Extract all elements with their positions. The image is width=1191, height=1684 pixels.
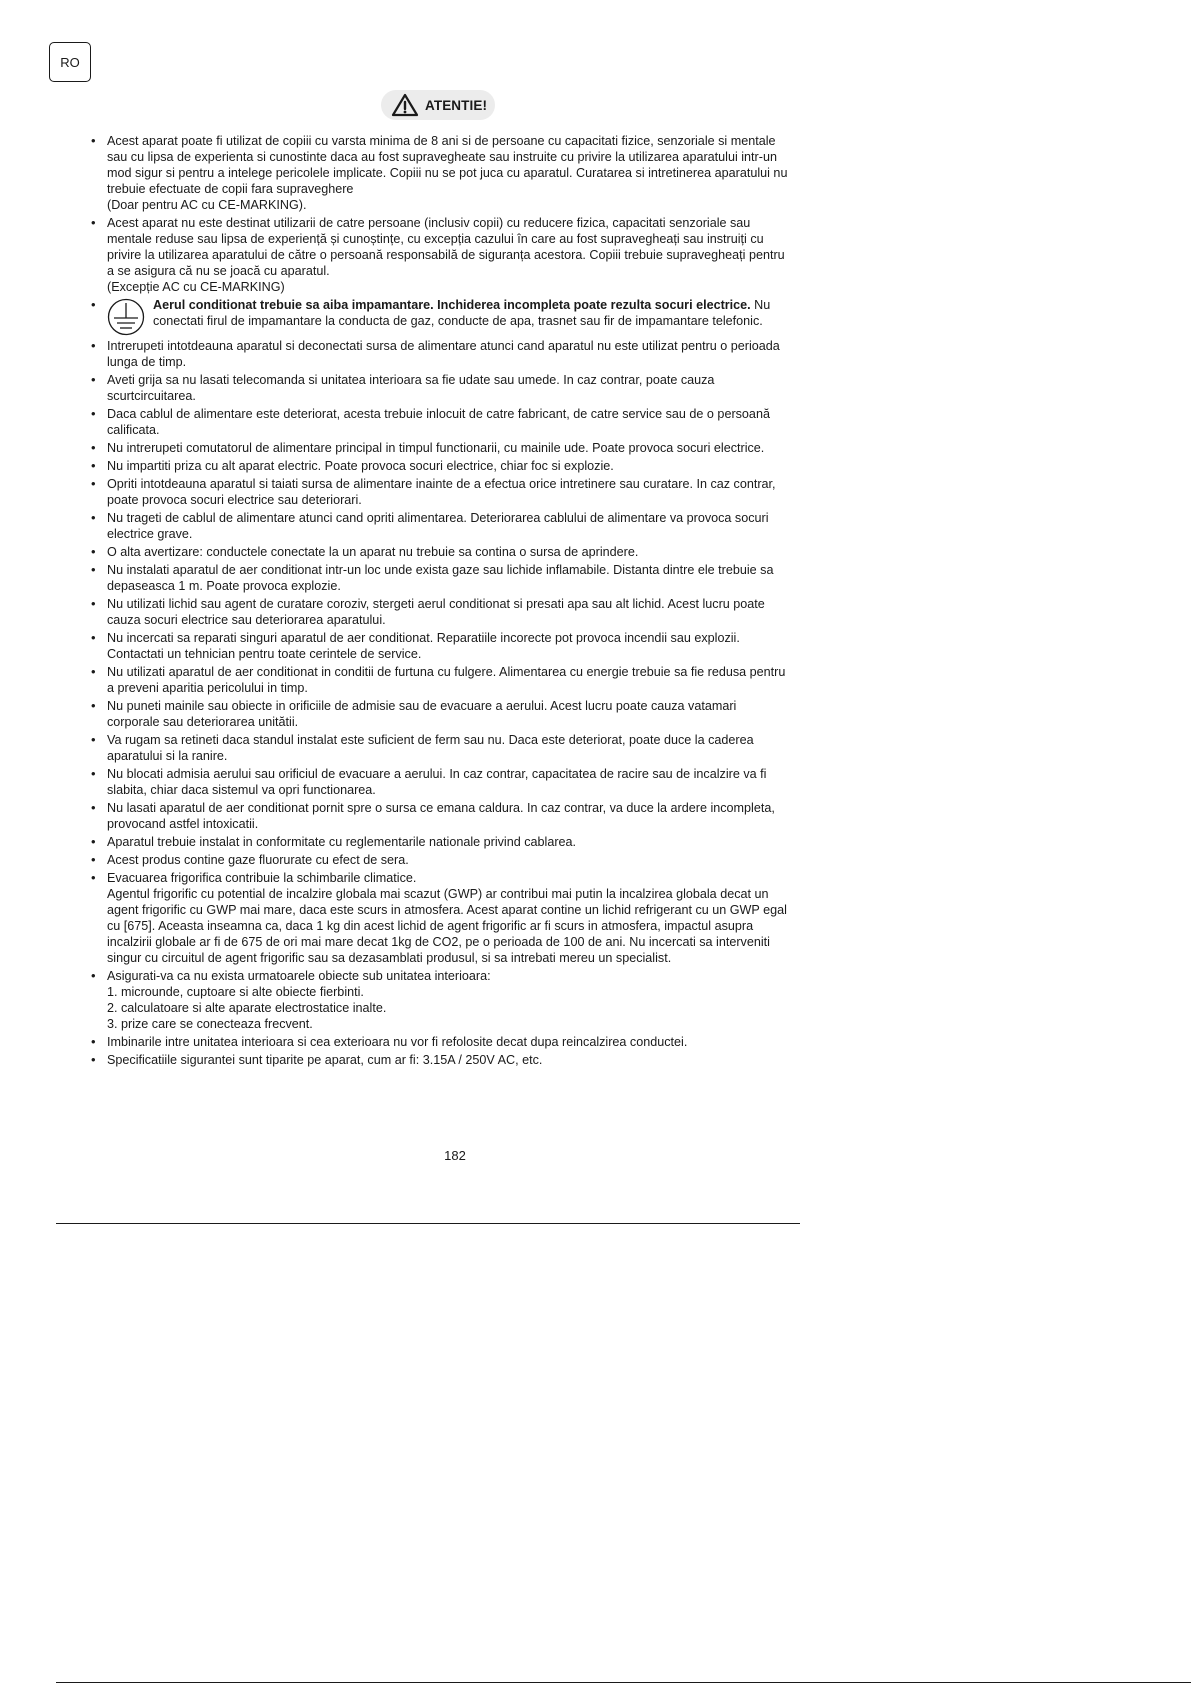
item-text: O alta avertizare: conductele conectate la un aparat nu trebuie sa contina o sursa de aprindere.: [107, 545, 639, 559]
list-item: [90, 630, 790, 662]
page-number: 182: [444, 1148, 466, 1163]
list-item-grounding: [90, 297, 790, 336]
list-item: [90, 544, 790, 560]
item-text-grounding: [153, 297, 790, 329]
warning-title: ATENTIE!: [425, 97, 488, 113]
item-text: Evacuarea frigorifica contribuie la schimbarile climatice.: [107, 871, 417, 885]
list-item: [90, 852, 790, 868]
list-item: [90, 406, 790, 438]
list-item: [90, 834, 790, 850]
list-item: [90, 133, 790, 213]
language-badge: [49, 42, 91, 82]
item-note: (Excepție AC cu CE-MARKING): [107, 280, 285, 294]
page-bottom-divider: [56, 1682, 1191, 1683]
list-item: [90, 215, 790, 295]
item-text: Nu utilizati lichid sau agent de curatare coroziv, stergeti aerul conditionat si presati apa sau alt lichid. Acest lucru poate cauza socuri electrice sau deteriorarea aparatului.: [107, 597, 765, 627]
item-note: (Doar pentru AC cu CE-MARKING).: [107, 198, 307, 212]
item-text: Opriti intotdeauna aparatul si taiati sursa de alimentare inainte de a efectua orice intretinere sau curatare. In caz contrar, poate provoca socuri electrice sau deteriorari.: [107, 477, 776, 507]
item-text: Aveti grija sa nu lasati telecomanda si unitatea interioara sa fie udate sau umede. In caz contrar, poate cauza scurtcircuitarea.: [107, 373, 715, 403]
list-item: [90, 766, 790, 798]
grounding-warning-bold: Aerul conditionat trebuie sa aiba impamantare. Inchiderea incompleta poate rezulta socuri electrice.: [153, 298, 751, 312]
list-item: [90, 458, 790, 474]
item-text: Nu utilizati aparatul de aer conditionat in conditii de furtuna cu fulgere. Alimentarea cu energie trebuie sa fie redusa pentru a preveni aparitia pericolului in timp.: [107, 665, 786, 695]
item-text: Imbinarile intre unitatea interioara si cea exterioara nu vor fi refolosite decat dupa reincalzirea conductei.: [107, 1035, 688, 1049]
item-text: Nu intrerupeti comutatorul de alimentare principal in timpul functionarii, cu mainile ude. Poate provoca socuri electrice.: [107, 441, 765, 455]
list-item: [90, 698, 790, 730]
instruction-list: [90, 133, 790, 1068]
item-text: Asigurati-va ca nu exista urmatoarele obiecte sub unitatea interioara:: [107, 969, 491, 983]
item-text: Nu instalati aparatul de aer conditionat intr-un loc unde exista gaze sau lichide inflamabile. Distanta dintre ele trebuie sa depaseasca 1 m. Poate provoca explozie.: [107, 563, 774, 593]
warning-header: [381, 90, 495, 120]
list-item: [90, 510, 790, 542]
list-item: [90, 870, 790, 966]
sub-item: 3. prize care se conecteaza frecvent.: [107, 1017, 313, 1031]
item-text: Nu puneti mainile sau obiecte in orificiile de admisie sau de evacuare a aerului. Acest lucru poate cauza vatamari corporale sau deteriorarea unitătii.: [107, 699, 737, 729]
language-code: RO: [60, 54, 80, 70]
list-item: [90, 800, 790, 832]
sub-item: 1. microunde, cuptoare si alte obiecte fierbinti.: [107, 985, 364, 999]
item-text: Nu trageti de cablul de alimentare atunci cand opriti alimentarea. Deteriorarea cablului de alimentare va provoca socuri electrice grave.: [107, 511, 769, 541]
safety-instructions: [90, 133, 790, 1070]
item-text: Va rugam sa retineti daca standul instalat este suficient de ferm sau nu. Daca este deteriorat, poate duce la caderea aparatului si la ranire.: [107, 733, 754, 763]
list-item: [90, 664, 790, 696]
sub-item: 2. calculatoare si alte aparate electrostatice inalte.: [107, 1001, 387, 1015]
list-item: [90, 372, 790, 404]
list-item: [90, 476, 790, 508]
item-text: Acest produs contine gaze fluorurate cu efect de sera.: [107, 853, 409, 867]
item-text: Nu blocati admisia aerului sau orificiul de evacuare a aerului. In caz contrar, capacitatea de racire sau de incalzire va fi slabita, chiar daca sistemul va opri functionarea.: [107, 767, 767, 797]
list-item: [90, 596, 790, 628]
item-text: Intrerupeti intotdeauna aparatul si deconectati sursa de alimentare atunci cand aparatul nu este utilizat pentru o perioada lunga de timp.: [107, 339, 780, 369]
item-text: Daca cablul de alimentare este deteriorat, acesta trebuie inlocuit de catre fabricant, de catre service sau de o persoană calificata.: [107, 407, 770, 437]
earth-ground-icon: [107, 298, 145, 336]
item-note: Agentul frigorific cu potential de incalzire globala mai scazut (GWP) ar contribui mai putin la incalzirea globala decat un agent frigorific cu GWP mai mare, daca este scurs in atmosfera. Acest aparat contine un lichid refrigerant cu un GWP egal cu [675]. Aceasta inseamna ca, daca 1 kg din acest lichid de agent frigorific ar fi scurs in atmosfera, impactul asupra incalzirii globale ar fi de 675 de ori mai mare decat 1kg de CO2, pe o perioada de 100 de ani. Nu incercati sa interveniti singur cu circuitul de agent frigorific sau sa dezasamblati produsul, si sa intrebati mereu un specialist.: [107, 887, 787, 965]
item-text: Acest aparat nu este destinat utilizarii de catre persoane (inclusiv copii) cu reducere fizica, capacitati senzoriale sau mentale reduse sau lipsa de experiență și cunoștințe, cu excepția cazului în care au fost supravegheați sau instruiți cu privire la utilizarea aparatului de către o persoană responsabilă de siguranța acestora. Copiii trebuie supravegheați pentru a se asigura că nu se joacă cu aparatul.: [107, 216, 785, 278]
item-text: Aparatul trebuie instalat in conformitate cu reglementarile nationale privind cablarea.: [107, 835, 577, 849]
list-item: [90, 1052, 790, 1068]
item-text: Nu incercati sa reparati singuri aparatul de aer conditionat. Reparatiile incorecte pot provoca incendii sau explozii. Contactati un tehnician pentru toate cerintele de service.: [107, 631, 740, 661]
item-text: Nu impartiti priza cu alt aparat electric. Poate provoca socuri electrice, chiar foc si explozie.: [107, 459, 614, 473]
grounding-warning-text: Nu conectati firul de impamantare la conducta de gaz, conducte de apa, trasnet sau fir de impamantare telefonic.: [153, 298, 771, 328]
list-item: [90, 732, 790, 764]
list-item: [90, 562, 790, 594]
list-item: [90, 968, 790, 1032]
list-item: [90, 338, 790, 370]
list-item: [90, 440, 790, 456]
list-item: [90, 1034, 790, 1050]
item-text: Nu lasati aparatul de aer conditionat pornit spre o sursa ce emana caldura. In caz contrar, va duce la ardere incompleta, provocand astfel intoxicatii.: [107, 801, 775, 831]
warning-triangle-icon: [391, 93, 419, 117]
item-text: Specificatiile sigurantei sunt tiparite pe aparat, cum ar fi: 3.15A / 250V AC, etc.: [107, 1053, 543, 1067]
item-text: Acest aparat poate fi utilizat de copiii cu varsta minima de 8 ani si de persoane cu capacitati fizice, senzoriale si mentale sau cu lipsa de experienta si cunostinte daca au fost supravegheate sau instruite cu privire la utilizarea aparatului intr-un mod sigur si pentru a intelege pericolele implicate. Copiii nu se pot juca cu aparatul. Curatarea si intretinerea aparatului nu trebuie efectuate de copii fara supraveghere: [107, 134, 788, 196]
page-divider: [56, 1223, 800, 1224]
